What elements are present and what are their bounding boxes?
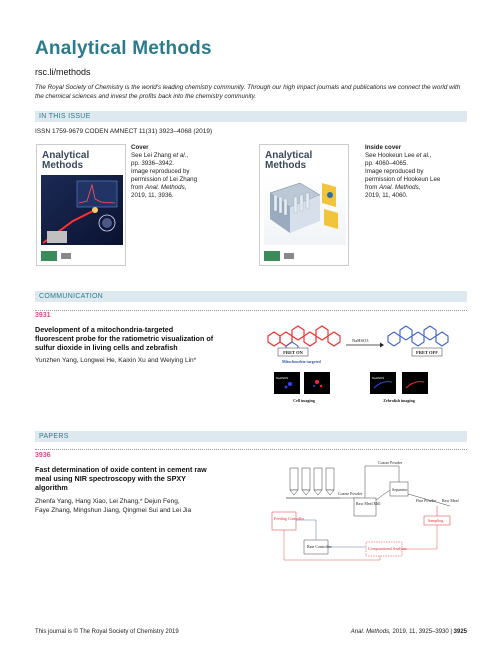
cover-1-title: Analytical Methods	[42, 150, 90, 171]
cover-2-caption: Inside cover See Hookeun Lee et al., pp. 4060–4065. Image reproduced by permission of Hookeun Lee from Anal. Methods, 2019, 11, 4060.	[365, 144, 441, 199]
raw-meal-label: Raw Meal	[442, 498, 459, 503]
footer-copyright: This journal is © The Royal Society of Chemistry 2019	[35, 629, 179, 635]
zebrafish-panel-reagent: NaHSO3	[372, 376, 385, 380]
issn-line: ISSN 1759-9679 CODEN AMNECT 11(31) 3923–4068 (2019)	[35, 128, 213, 135]
paper-authors: Zhenfa Yang, Hang Xiao, Lei Zhang,* Dejun Feng, Faye Zhang, Mingshun Jiang, Qingmei Sui and Lei Jia	[35, 498, 192, 514]
communication-authors: Yunzhen Yang, Longwei He, Kaixin Xu and Weiying Lin*	[35, 357, 197, 364]
paper-title[interactable]: Fast determination of oxide content in cement raw meal using NIR spectroscopy with the SPXY algorithm	[35, 465, 207, 492]
cover-2-title: Analytical Methods	[265, 150, 313, 171]
cell-imaging-label: Cell imaging	[293, 398, 315, 403]
paper-graphical-abstract[interactable]	[270, 460, 470, 578]
feeding-controller-label: Feeding Controller	[274, 516, 305, 521]
communication-heading: COMMUNICATION	[39, 292, 104, 300]
communication-title[interactable]: Development of a mitochondria-targeted fluorescent probe for the ratiometric visualization of sulfur dioxide in living cells and zebrafish	[35, 325, 214, 352]
communication-bar	[35, 291, 467, 302]
rate-controller-label: Rate Controller	[307, 544, 332, 549]
zebrafish-imaging-label: Zebrafish imaging	[383, 398, 415, 403]
journal-title: Analytical Methods	[35, 38, 212, 59]
cover-image-1[interactable]	[36, 144, 126, 266]
fret-on-label: FRET ON	[283, 350, 303, 355]
separator-label: Separator	[392, 487, 408, 492]
mito-label: Mitochondria targeted	[282, 359, 321, 364]
footer-citation: Anal. Methods, 2019, 11, 3925–3930 | 3925	[350, 629, 467, 635]
cover-1-caption: Cover See Lei Zhang et al., pp. 3936–3942. Image reproduced by permission of Lei Zhang from Anal. Methods, 2019, 11, 3936.	[131, 144, 198, 199]
coarse-powder-label-top: Coarse Powder	[378, 460, 403, 465]
in-this-issue-bar	[35, 111, 467, 122]
fine-powder-label: Fine Powder	[416, 498, 437, 503]
raw-meal-mill-label: Raw Meal Mill	[356, 501, 381, 506]
reagent-label: NaHSO3	[352, 338, 369, 343]
cover-1-art	[37, 173, 126, 266]
probe-molecule-left	[268, 326, 340, 346]
paper-page-number[interactable]: 3936	[35, 452, 51, 459]
coarse-powder-label-bottom: Coarse Powder	[338, 491, 363, 496]
fret-off-label: FRET OFF	[415, 350, 439, 355]
journal-description: The Royal Society of Chemistry is the world's leading chemistry community. Through our high impact journals and publications we connect the world with the chemical sciences and invest the profits back into the chemistry community.	[35, 84, 461, 100]
computational-analysis-label: Computational Analysis	[368, 546, 407, 551]
probe-molecule-right	[388, 326, 448, 346]
communication-divider	[35, 310, 467, 311]
sampling-label: Sampling	[428, 518, 444, 523]
cell-panel-reagent: NaHSO3	[276, 376, 289, 380]
communication-graphical-abstract[interactable]	[262, 320, 462, 420]
cover-2-art	[260, 173, 349, 266]
papers-heading: PAPERS	[39, 432, 69, 440]
in-this-issue-heading: IN THIS ISSUE	[39, 112, 91, 120]
communication-page-number[interactable]: 3931	[35, 312, 51, 319]
silos	[290, 468, 334, 495]
journal-url[interactable]: rsc.li/methods	[35, 67, 91, 77]
papers-bar	[35, 431, 467, 442]
cover-image-2[interactable]	[259, 144, 349, 266]
papers-divider	[35, 449, 467, 450]
